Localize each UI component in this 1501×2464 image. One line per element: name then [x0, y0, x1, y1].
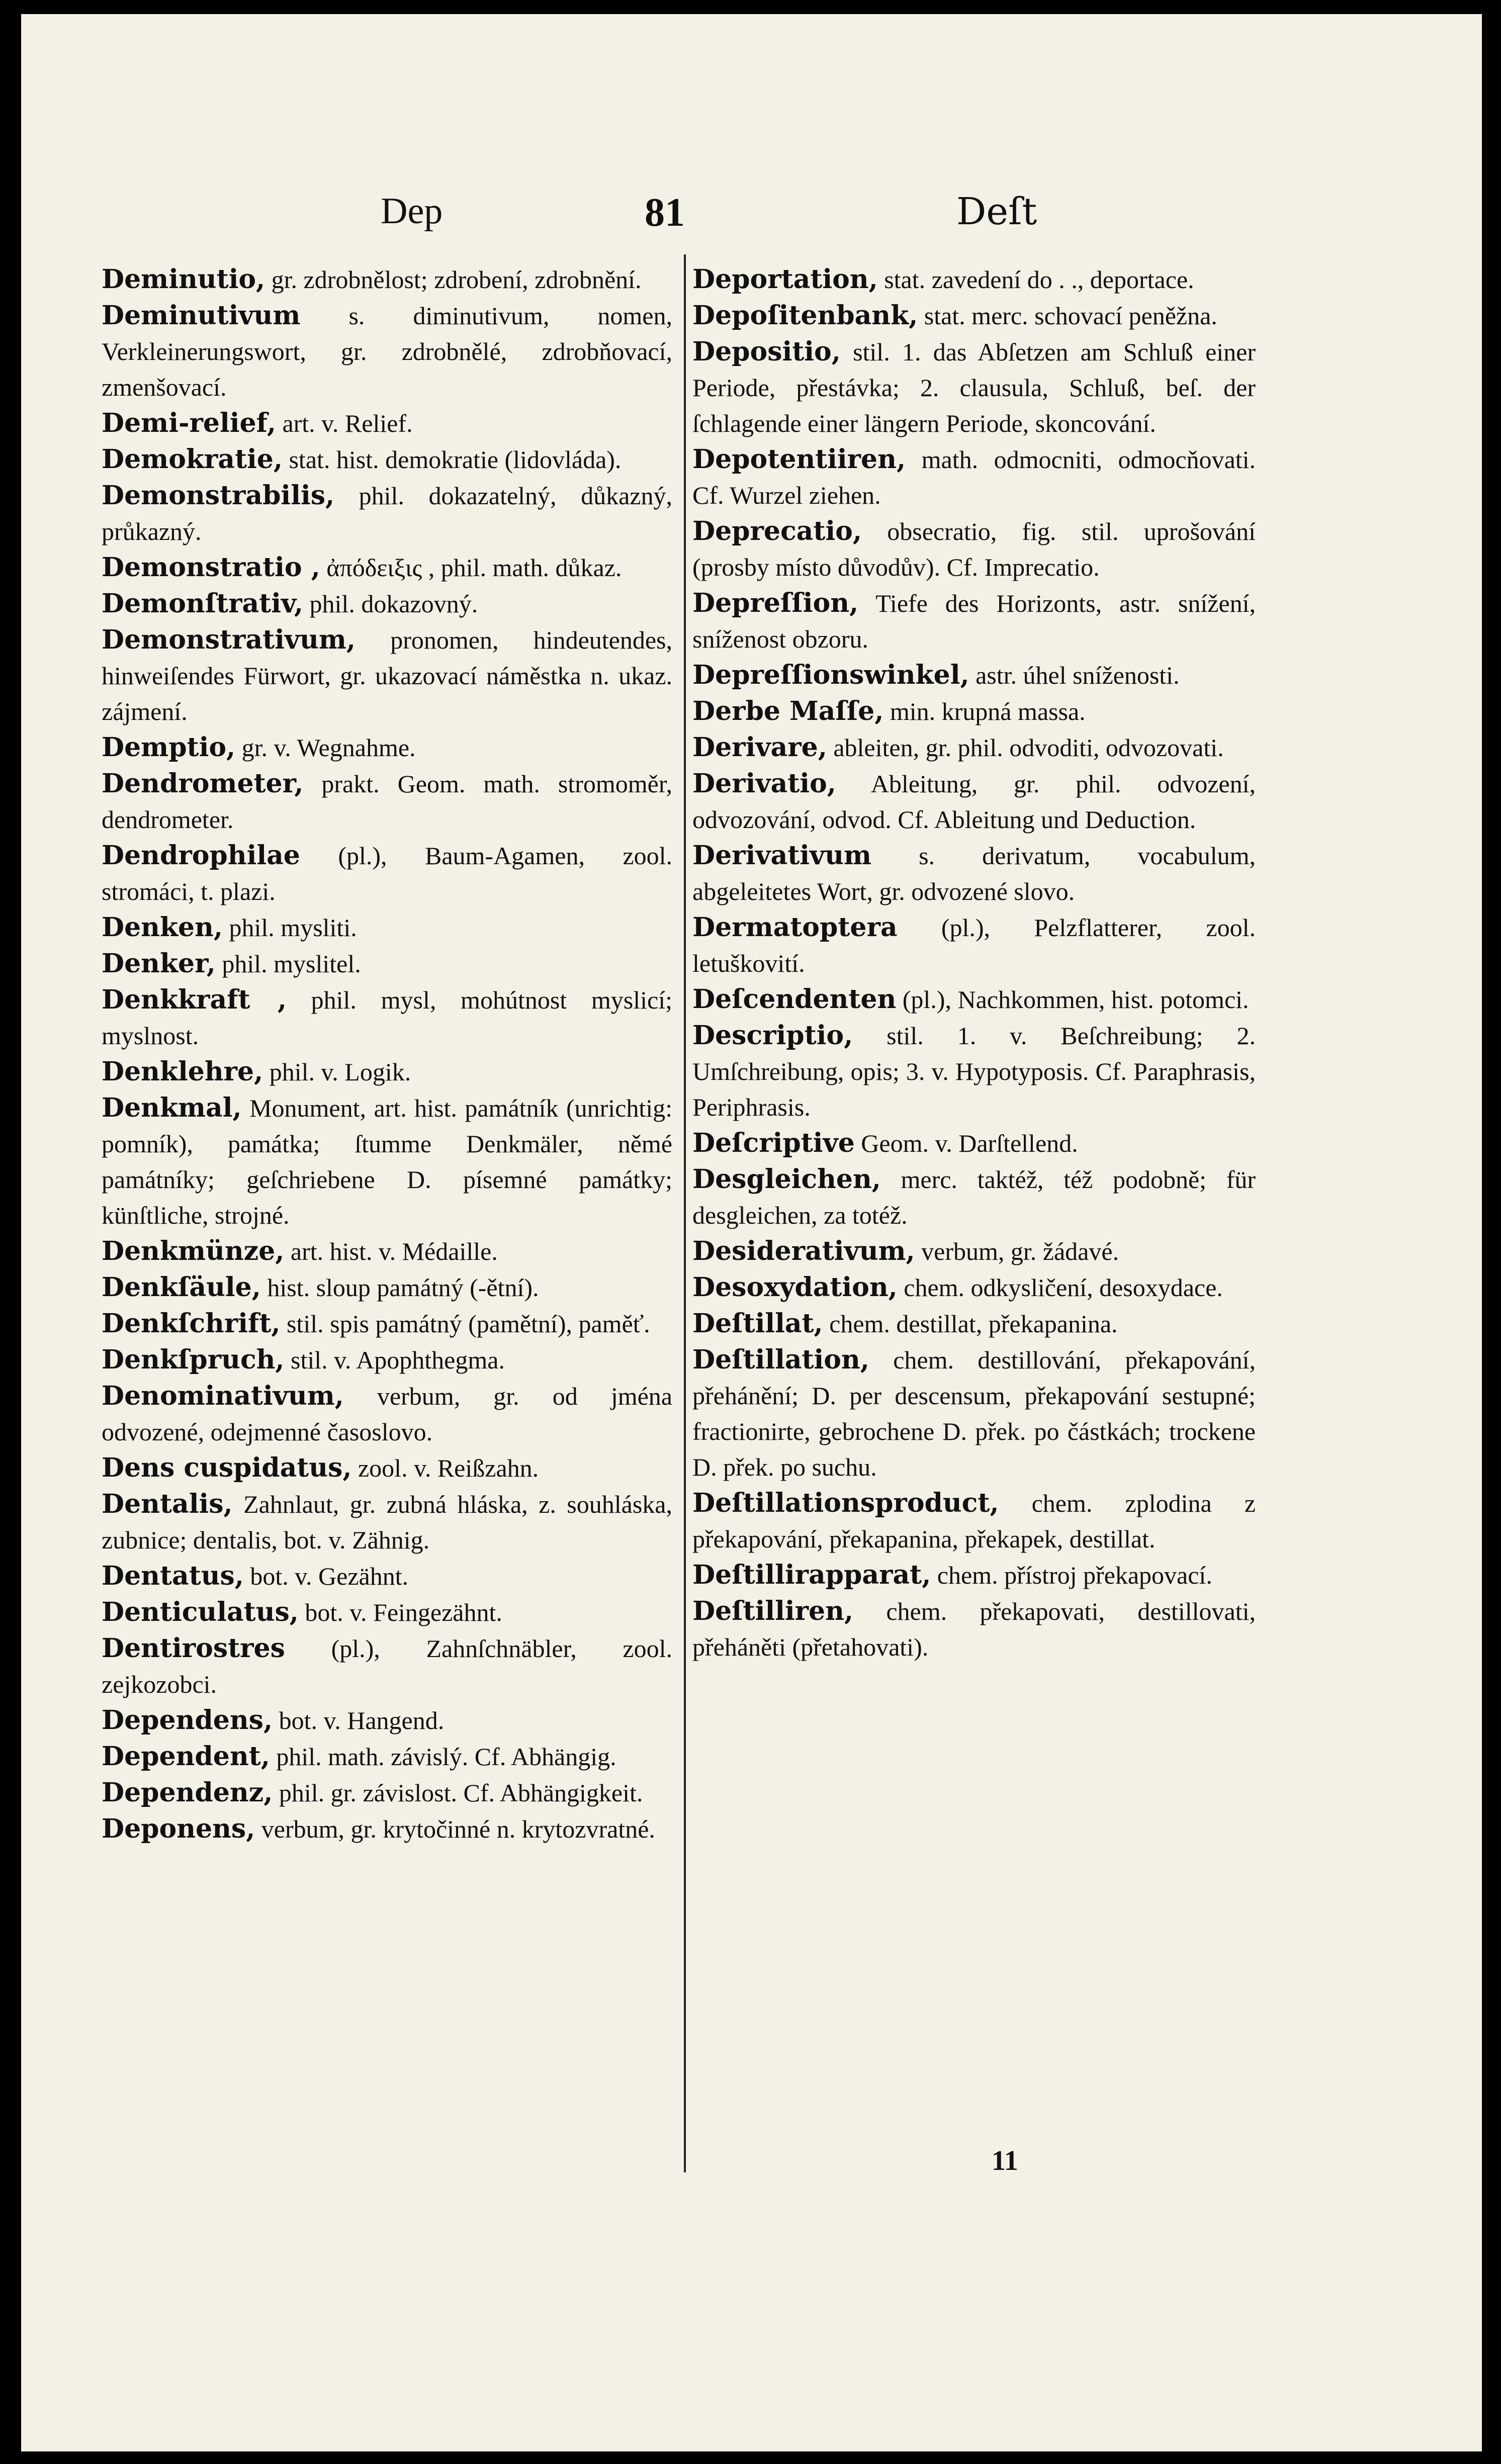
dictionary-entry: [102, 1269, 672, 1306]
entry-definition: phil. mysl, mohútnost myslicí; myslnost.: [102, 986, 679, 1050]
dictionary-entry: [692, 1018, 1262, 1125]
entry-definition: phil. v. Logik.: [263, 1058, 411, 1086]
dictionary-entry: [692, 1557, 1256, 1593]
running-head-right: Deſt: [956, 190, 1037, 233]
entry-headword: Demptio,: [102, 732, 236, 763]
entry-definition: phil. math. závislý. Cf. Abhängig.: [270, 1743, 616, 1771]
dictionary-entry: [102, 405, 672, 441]
signature-mark: 11: [992, 2145, 1018, 2176]
entry-definition: chem. přístroj překapovací.: [931, 1561, 1212, 1589]
dictionary-entry: [102, 909, 672, 946]
entry-headword: Deſtillat,: [692, 1308, 823, 1339]
entry-definition: (pl.), Nachkommen, hist. potomci.: [896, 985, 1249, 1014]
entry-definition: astr. úhel sníženosti.: [969, 661, 1180, 689]
entry-definition: min. krupná massa.: [884, 697, 1086, 725]
dictionary-entry: [102, 1342, 672, 1378]
entry-definition: Zahnlaut, gr. zubná hláska, z. souhláska, zubnice; dentalis, bot. v. Zähnig.: [102, 1490, 679, 1554]
entry-headword: Depositio,: [692, 336, 841, 367]
entry-headword: Descriptio,: [692, 1020, 853, 1051]
entry-headword: Demonſtrativ,: [102, 588, 304, 619]
entry-definition: verbum, gr. od jména odvozené, odejmenné časoslovo.: [102, 1382, 679, 1446]
entry-definition: s. diminutivum, nomen, Verkleinerungswort, gr. zdrobnělé, zdrobňovací, zmenšovací.: [102, 302, 679, 401]
entry-headword: Deminutio,: [102, 264, 266, 295]
dictionary-entry: [102, 261, 672, 298]
entry-headword: Deſtillirapparat,: [692, 1560, 931, 1590]
entry-headword: Denkſpruch,: [102, 1344, 285, 1375]
entry-definition: stat. zavedení do . ., deportace.: [877, 265, 1194, 294]
dictionary-entry: [692, 729, 1256, 766]
entry-headword: Demonstrativum,: [102, 624, 356, 655]
entry-definition: stil. spis památný (pamětní), paměť.: [280, 1310, 650, 1338]
dictionary-entry: [102, 1702, 672, 1739]
entry-definition: phil. dokazatelný, důkazný, průkazný.: [102, 482, 679, 545]
entry-definition: math. odmocniti, odmocňovati. Cf. Wurzel ziehen.: [692, 445, 1262, 509]
entry-headword: Derivatio,: [692, 768, 836, 799]
dictionary-entry: [102, 982, 679, 1054]
entry-headword: Deſtillation,: [692, 1344, 869, 1375]
dictionary-entry: [102, 478, 679, 550]
entry-definition: zool. v. Reißzahn.: [351, 1454, 539, 1482]
entry-headword: Dermatoptera: [692, 912, 898, 943]
entry-headword: Dens cuspidatus,: [102, 1452, 352, 1483]
dictionary-entry: [102, 838, 679, 909]
entry-definition: ableiten, gr. phil. odvoditi, odvozovati.: [827, 734, 1224, 762]
entry-headword: Depreſſionswinkel,: [692, 660, 969, 690]
entry-definition: stat. merc. schovací peněžna.: [918, 302, 1217, 330]
dictionary-entry: [692, 909, 1262, 981]
dictionary-entry: [102, 1594, 672, 1630]
entry-definition: chem. zplodina z překapování, překapanina, překapek, destillat.: [692, 1489, 1262, 1553]
entry-headword: Dependent,: [102, 1741, 270, 1772]
entry-headword: Deportation,: [692, 264, 878, 295]
entry-headword: Derbe Maſſe,: [692, 696, 884, 726]
entry-definition: Geom. v. Darſtellend.: [854, 1129, 1078, 1157]
dictionary-entry: [692, 981, 1256, 1018]
entry-definition: Ableitung, gr. phil. odvození, odvozování, odvod. Cf. Ableitung und Deduction.: [692, 770, 1262, 834]
dictionary-entry: [692, 766, 1262, 838]
dictionary-page: [21, 14, 1482, 2451]
entry-headword: Dentirostres: [102, 1633, 285, 1664]
dictionary-entry: [102, 946, 672, 982]
entry-headword: Denticulatus,: [102, 1597, 299, 1627]
entry-headword: Denkkraft ,: [102, 984, 287, 1015]
entry-headword: Deprecatio,: [692, 516, 862, 546]
running-head-left: Dep: [381, 191, 443, 232]
entry-headword: Denkmünze,: [102, 1236, 285, 1266]
entry-definition: hist. sloup památný (-ětní).: [260, 1273, 539, 1302]
entry-definition: verbum, gr. žádavé.: [915, 1237, 1119, 1265]
entry-headword: Depoſitenbank,: [692, 300, 918, 331]
entry-headword: Deminutivum: [102, 300, 301, 331]
entry-headword: Denkmal,: [102, 1092, 242, 1123]
entry-headword: Dentalis,: [102, 1489, 233, 1519]
entry-headword: Denken,: [102, 912, 223, 943]
entry-headword: Demonstratio ,: [102, 552, 320, 583]
entry-definition: phil. gr. závislost. Cf. Abhängigkeit.: [273, 1779, 643, 1807]
entry-headword: Denker,: [102, 948, 216, 979]
entry-headword: Desoxydation,: [692, 1272, 898, 1303]
dictionary-entry: [102, 1233, 672, 1269]
entry-definition: stat. hist. demokratie (lidovláda).: [282, 445, 622, 474]
entry-headword: Demi-relief,: [102, 408, 276, 438]
dictionary-entry: [102, 441, 672, 478]
entry-definition: phil. myslitel.: [215, 950, 361, 978]
entry-definition: chem. destillování, překapování, přehánění; D. per descensum, překapování sestupné; fractionirte, gebrochene D. přek. po částkách; trockene D. přek. po suchu.: [692, 1346, 1262, 1481]
entry-definition: Monument, art. hist. památník (unrichtig: pomník), památka; ſtumme Denkmäler, němé památníky; geſchriebene D. písemné památky; künſtliche, strojné.: [102, 1094, 679, 1229]
entry-headword: Denkſchrift,: [102, 1308, 281, 1339]
entry-headword: Deſcriptive: [692, 1128, 855, 1158]
dictionary-entry: [692, 261, 1256, 298]
entry-definition: (pl.), Baum-Agamen, zool. stromáci, t. plazi.: [102, 842, 679, 905]
entry-definition: Tiefe des Horizonts, astr. snížení, sníženost obzoru.: [692, 589, 1262, 653]
entry-definition: prakt. Geom. math. stromoměr, dendrometer.: [102, 770, 679, 834]
dictionary-entry: [102, 1775, 672, 1811]
entry-definition: phil. mysliti.: [223, 914, 357, 942]
entry-headword: Depotentiiren,: [692, 444, 906, 475]
right-column: [692, 261, 1262, 1665]
entry-definition: phil. dokazovný.: [303, 590, 478, 618]
dictionary-entry: [692, 838, 1262, 909]
entry-headword: Demonstrabilis,: [102, 480, 335, 511]
dictionary-entry: [692, 585, 1262, 657]
entry-headword: Denkſäule,: [102, 1272, 261, 1303]
dictionary-entry: [692, 334, 1262, 441]
dictionary-entry: [102, 766, 679, 838]
entry-headword: Dentatus,: [102, 1561, 244, 1591]
entry-definition: ἀπόδειξις , phil. math. důkaz.: [320, 554, 622, 582]
dictionary-entry: [102, 1811, 672, 1847]
dictionary-entry: [102, 1739, 672, 1775]
entry-definition: art. hist. v. Médaille.: [284, 1237, 498, 1265]
entry-definition: s. derivatum, vocabulum, abgeleitetes Wort, gr. odvozené slovo.: [692, 842, 1262, 905]
entry-headword: Dependenz,: [102, 1777, 273, 1808]
dictionary-entry: [692, 1161, 1262, 1233]
entry-headword: Deſtillationsproduct,: [692, 1488, 999, 1518]
dictionary-entry: [102, 1486, 679, 1558]
dictionary-entry: [692, 1485, 1262, 1557]
entry-definition: stil. v. Apophthegma.: [284, 1346, 505, 1374]
left-column: [102, 261, 679, 1847]
entry-definition: stil. 1. das Abſetzen am Schluß einer Periode, přestávka; 2. clausula, Schluß, beſ. der ſchlagende einer längern Periode, skoncování.: [692, 338, 1262, 437]
dictionary-entry: [102, 1630, 679, 1702]
dictionary-entry: [102, 1558, 672, 1594]
dictionary-entry: [692, 1593, 1262, 1665]
entry-definition: bot. v. Gezähnt.: [243, 1562, 409, 1590]
page-number: 81: [645, 191, 685, 235]
dictionary-entry: [102, 1090, 679, 1233]
entry-definition: (pl.), Pelzflatterer, zool. letuškovití.: [692, 914, 1262, 977]
dictionary-entry: [102, 586, 672, 622]
entry-definition: bot. v. Feingezähnt.: [298, 1598, 502, 1626]
dictionary-entry: [692, 1306, 1256, 1342]
dictionary-entry: [102, 1378, 679, 1450]
dictionary-entry: [102, 1306, 672, 1342]
entry-headword: Deſtilliren,: [692, 1596, 853, 1626]
dictionary-entry: [102, 298, 679, 405]
entry-headword: Derivativum: [692, 840, 872, 871]
entry-definition: verbum, gr. krytočinné n. krytozvratné.: [255, 1815, 655, 1843]
entry-headword: Denominativum,: [102, 1381, 344, 1411]
entry-headword: Dendrometer,: [102, 768, 304, 799]
entry-definition: gr. zdrobnělost; zdrobení, zdrobnění.: [265, 265, 642, 294]
dictionary-entry: [692, 657, 1256, 693]
entry-headword: Demokratie,: [102, 444, 283, 475]
entry-headword: Dendrophilae: [102, 840, 300, 871]
entry-definition: obsecratio, fig. stil. uprošování (prosby místo důvodův). Cf. Imprecatio.: [692, 517, 1262, 581]
entry-headword: Derivare,: [692, 732, 827, 763]
page-header: [21, 190, 1482, 240]
dictionary-entry: [692, 1233, 1256, 1269]
dictionary-entry: [692, 441, 1262, 513]
entry-headword: Dependens,: [102, 1705, 273, 1736]
dictionary-entry: [102, 1054, 672, 1090]
dictionary-entry: [102, 550, 672, 586]
entry-definition: (pl.), Zahnſchnäbler, zool. zejkozobci.: [102, 1634, 679, 1698]
entry-headword: Desiderativum,: [692, 1236, 915, 1266]
dictionary-entry: [692, 1125, 1256, 1161]
entry-definition: art. v. Relief.: [276, 409, 413, 437]
entry-definition: bot. v. Hangend.: [273, 1706, 445, 1735]
entry-definition: pronomen, hindeutendes, hinweiſendes Fürwort, gr. ukazovací náměstka n. ukaz. zájmení.: [102, 626, 679, 725]
entry-headword: Denklehre,: [102, 1056, 263, 1087]
entry-definition: merc. taktéž, též podobně; für desgleichen, za totéž.: [692, 1165, 1262, 1229]
dictionary-entry: [692, 1342, 1262, 1485]
dictionary-entry: [692, 693, 1256, 729]
dictionary-entry: [692, 298, 1256, 334]
entry-headword: Deponens,: [102, 1813, 255, 1844]
dictionary-entry: [692, 513, 1262, 585]
dictionary-entry: [692, 1269, 1256, 1306]
entry-definition: gr. v. Wegnahme.: [235, 734, 416, 762]
column-divider: [684, 254, 686, 2172]
entry-headword: Deſcendenten: [692, 984, 897, 1015]
dictionary-entry: [102, 622, 679, 729]
entry-definition: stil. 1. v. Beſchreibung; 2. Umſchreibung, opis; 3. v. Hypotyposis. Cf. Paraphrasis, Periphrasis.: [692, 1022, 1262, 1121]
entry-headword: Depreſſion,: [692, 588, 859, 618]
entry-definition: chem. překapovati, destillovati, přeháněti (přetahovati).: [692, 1597, 1262, 1661]
entry-definition: chem. destillat, překapanina.: [823, 1310, 1118, 1338]
dictionary-entry: [102, 1450, 672, 1486]
dictionary-entry: [102, 729, 672, 766]
entry-headword: Desgleichen,: [692, 1164, 881, 1195]
entry-definition: chem. odkysličení, desoxydace.: [897, 1273, 1223, 1302]
